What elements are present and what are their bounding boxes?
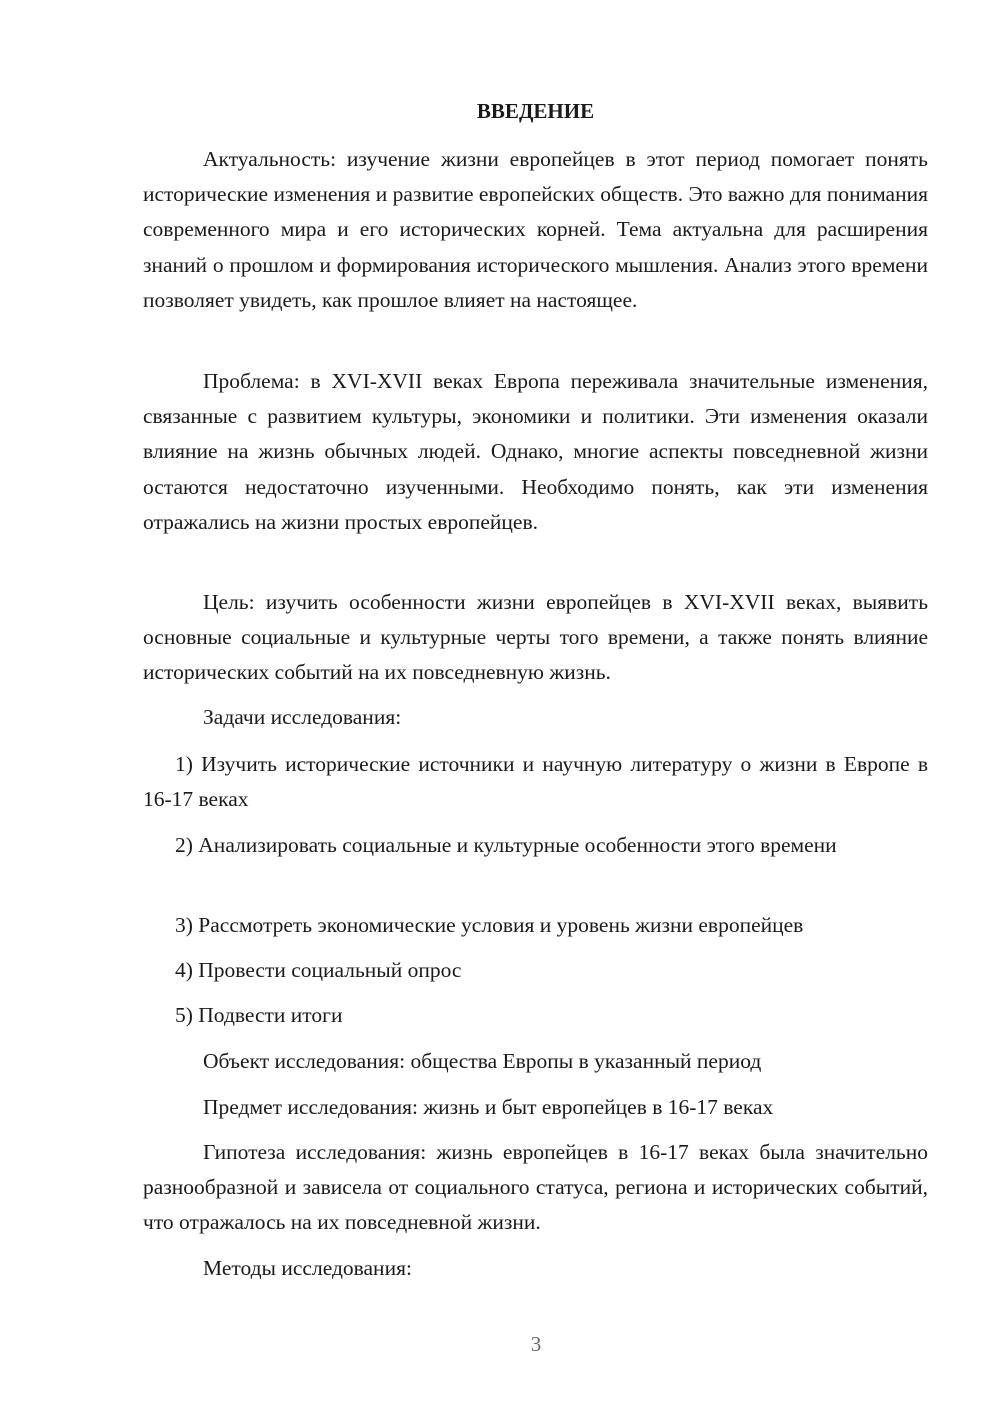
paragraph-relevance: Актуальность: изучение жизни европейцев в этот период помогает понять исторические изменения и развитие европейских обществ. Это важно для понимания современного мира и его исторических корней. Тема актуальна для расширения знаний о прошлом и формирования исторического мышления. Анализ этого времени позволяет увидеть, как прошлое влияет на настоящее. [143,147,928,312]
task-item-5: 5) Подвести итоги [175,1003,343,1027]
paragraph-goal: Цель: изучить особенности жизни европейцев в XVI-XVII веках, выявить основные социальные и культурные черты того времени, а также понять влияние исторических событий на их повседневную жизнь. [143,590,928,685]
page-number: 3 [530,1332,542,1356]
task-item-3: 3) Рассмотреть экономические условия и уровень жизни европейцев [175,913,804,937]
paragraph-subject: Предмет исследования: жизнь и быт европейцев в 16-17 веках [203,1095,774,1119]
paragraph-object: Объект исследования: общества Европы в указанный период [203,1049,762,1073]
methods-heading: Методы исследования: [203,1256,412,1280]
section-title: ВВЕДЕНИЕ [476,99,595,123]
task-item-2: 2) Анализировать социальные и культурные особенности этого времени [175,833,837,857]
tasks-heading: Задачи исследования: [203,705,402,729]
task-item-4: 4) Провести социальный опрос [175,958,462,982]
paragraph-problem: Проблема: в XVI-XVII веках Европа переживала значительные изменения, связанные с развитием культуры, экономики и политики. Эти изменения оказали влияние на жизнь обычных людей. Однако, многие аспекты повседневной жизни остаются недостаточно изученными. Необходимо понять, как эти изменения отражались на жизни простых европейцев. [143,369,928,534]
task-item-1: 1) Изучить исторические источники и научную литературу о жизни в Европе в 16-17 веках [143,752,928,812]
paragraph-hypothesis: Гипотеза исследования: жизнь европейцев в 16-17 веках была значительно разнообразной и зависела от социального статуса, региона и исторических событий, что отражалось на их повседневной жизни. [143,1140,928,1235]
